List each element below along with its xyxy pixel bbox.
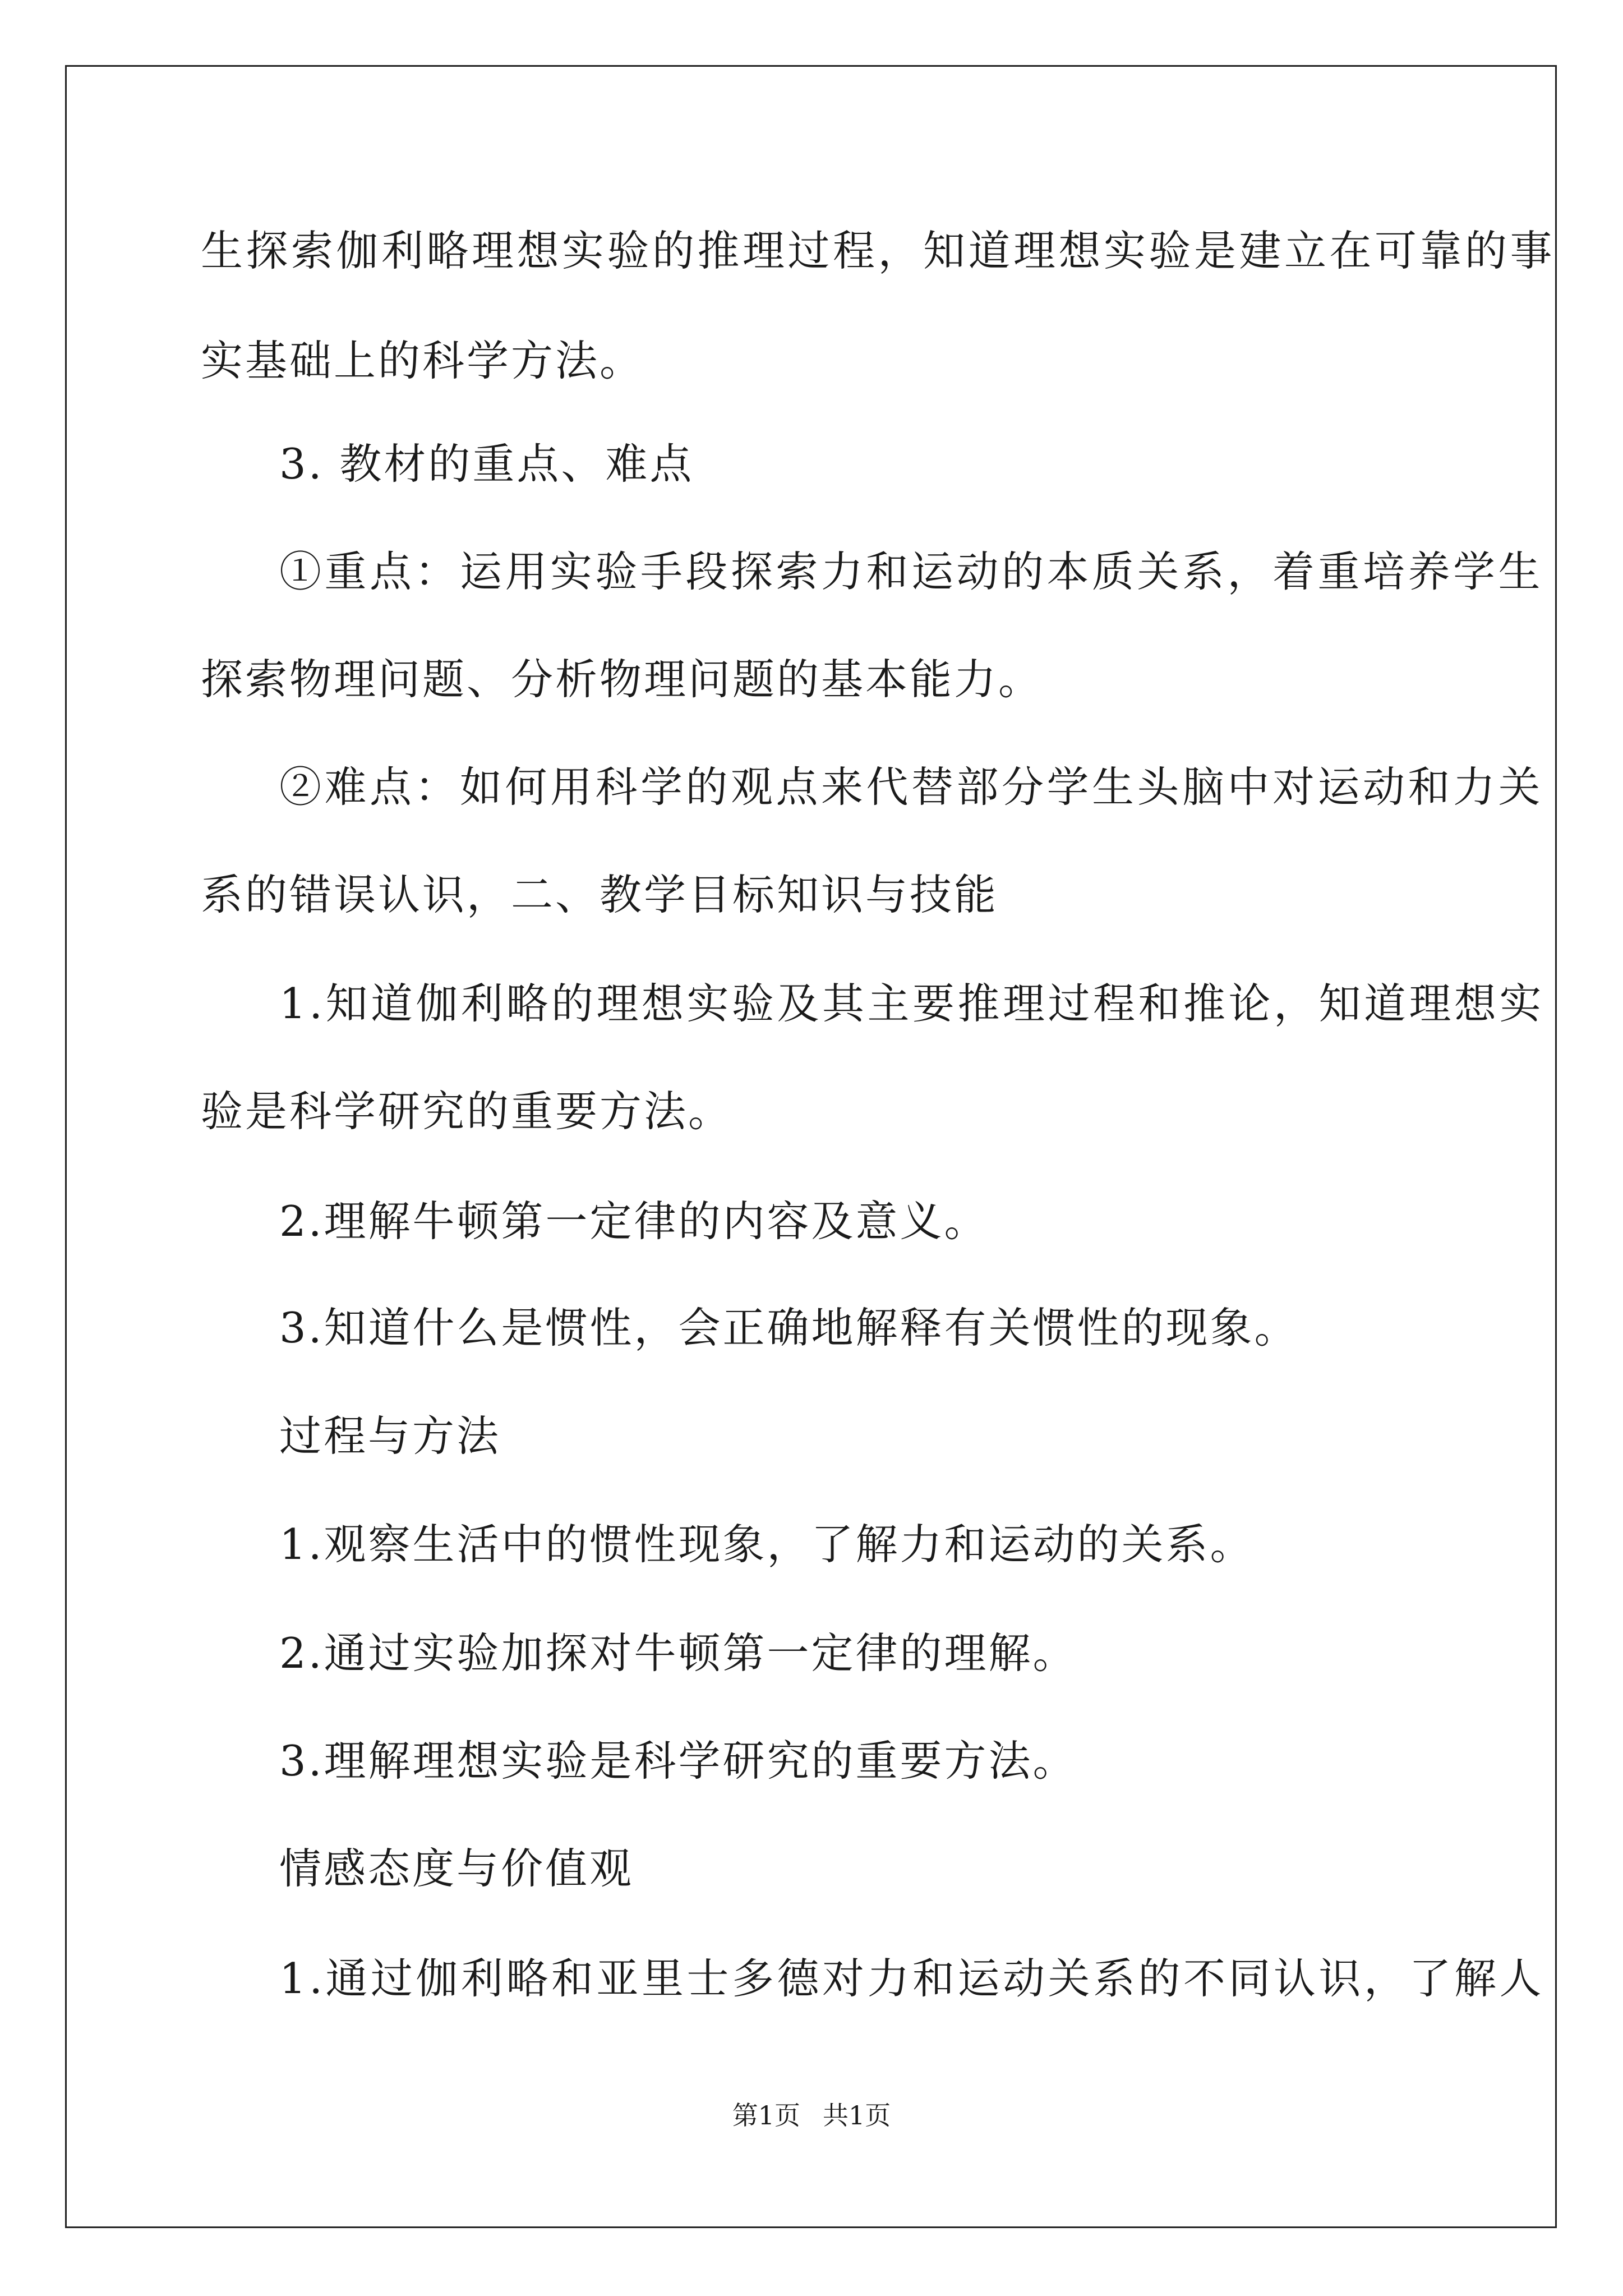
text-line: 验是科学研究的重要方法。: [201, 1087, 733, 1136]
text-line: 3.知道什么是惯性，会正确地解释有关惯性的现象。: [279, 1303, 1299, 1352]
text-line: 1.观察生活中的惯性现象，了解力和运动的关系。: [279, 1520, 1255, 1569]
text-line: 实基础上的科学方法。: [201, 336, 644, 385]
section-heading: 3. 教材的重点、难点: [279, 439, 694, 489]
text-line: 探索物理问题、分析物理问题的基本能力。: [201, 655, 1043, 704]
text-line: ②难点：如何用科学的观点来代替部分学生头脑中对运动和力关: [279, 762, 1544, 812]
page-border: [65, 65, 1557, 2228]
page-number: 第1页: [732, 2100, 800, 2131]
text-line: 生探索伽利略理想实验的推理过程，知道理想实验是建立在可靠的事: [201, 226, 1556, 275]
text-line: ①重点：运用实验手段探索力和运动的本质关系，着重培养学生: [279, 547, 1544, 596]
section-heading: 过程与方法: [279, 1411, 501, 1461]
text-line: 2.理解牛顿第一定律的内容及意义。: [279, 1197, 989, 1246]
section-heading: 情感态度与价值观: [279, 1844, 634, 1893]
page-footer: [0, 2095, 1623, 2132]
text-line: 3.理解理想实验是科学研究的重要方法。: [279, 1736, 1077, 1786]
text-line: 1.知道伽利略的理想实验及其主要推理过程和推论，知道理想实: [279, 979, 1545, 1028]
text-line: 系的错误认识，二、教学目标知识与技能: [201, 870, 999, 919]
page-total: 共1页: [823, 2100, 891, 2131]
text-line: 1.通过伽利略和亚里士多德对力和运动关系的不同认识，了解人: [279, 1954, 1545, 2003]
text-line: 2.通过实验加探对牛顿第一定律的理解。: [279, 1628, 1077, 1678]
